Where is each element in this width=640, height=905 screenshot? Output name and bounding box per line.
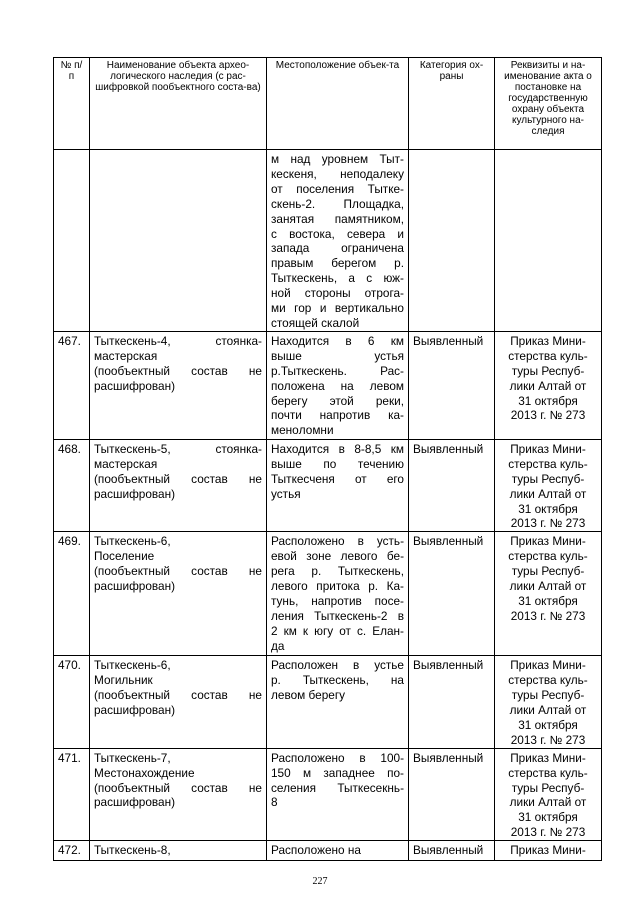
text-line: левом берегу	[271, 688, 346, 703]
text-line: скень-2. Площадка,	[271, 196, 404, 211]
continuation-row	[54, 150, 602, 332]
text-line: Тыткескень-7,	[94, 750, 171, 765]
text-line: 2013 г. № 273	[510, 408, 586, 423]
text-line: 8	[271, 795, 278, 810]
text-line: Расположен в устье	[271, 658, 404, 673]
text-line: тунь, напротив посе-	[271, 593, 404, 608]
text-line: Приказ Мини-	[510, 658, 586, 673]
row-number: 469.	[54, 532, 90, 656]
text-line: Приказ Мини-	[510, 441, 586, 456]
text-line: 31 октября	[518, 717, 578, 732]
text-line: расшифрован)	[94, 579, 176, 594]
text-line: туры Респуб-	[511, 564, 585, 579]
object-location-cell	[267, 532, 409, 656]
text-line: Тыткескень-6,	[94, 658, 171, 673]
text-line: ми гор и вертикально	[271, 301, 404, 316]
protection-act-cell	[495, 841, 602, 861]
text-line: лики Алтай от	[509, 378, 587, 393]
text-line: лики Алтай от	[509, 703, 587, 718]
text-line: стерства куль-	[508, 765, 588, 780]
text-line: берегу этой реки,	[271, 393, 404, 408]
table-row	[54, 439, 602, 531]
text-line: Тыткескень-8,	[94, 843, 171, 858]
text-line: запада ограничена	[271, 241, 404, 256]
text-line: туры Респуб-	[511, 780, 585, 795]
text-line: 31 октября	[518, 393, 578, 408]
text-line: р.Тыткескень. Рас-	[271, 363, 404, 378]
text-line: туры Респуб-	[511, 688, 585, 703]
text-line: (пообъектный состав не	[94, 688, 262, 703]
row-number: 471.	[54, 748, 90, 840]
row-number: 467.	[54, 331, 90, 439]
text-line: стерства куль-	[508, 348, 588, 363]
table-row	[54, 532, 602, 656]
object-location-cell	[267, 439, 409, 531]
protection-act-cell	[495, 532, 602, 656]
text-line: Тыткескень-6,	[94, 534, 171, 549]
header-num: № п/п	[54, 58, 90, 150]
continuation-location-cell	[267, 150, 409, 332]
text-line: расшифрован)	[94, 795, 176, 810]
continuation-category-cell	[409, 150, 495, 332]
text-line: правым берегом р.	[271, 256, 404, 271]
text-line: лики Алтай от	[509, 486, 587, 501]
continuation-name-cell	[90, 150, 267, 332]
text-line: стоящей скалой	[271, 315, 360, 330]
text-line: кескеня, неподалеку	[271, 166, 404, 181]
text-line: Тыткескень-5, стоянка-	[94, 441, 262, 456]
text-line: стерства куль-	[508, 456, 588, 471]
page-number: 227	[312, 876, 328, 887]
text-line: Поселение	[94, 549, 155, 564]
text-line: Местонахождение	[94, 765, 195, 780]
text-line: Расположено на	[271, 843, 361, 858]
object-location-cell	[267, 748, 409, 840]
text-line: положена на левом	[271, 378, 404, 393]
text-line: Приказ Мини-	[510, 750, 586, 765]
protection-act-cell	[495, 439, 602, 531]
text-line: (пообъектный состав не	[94, 564, 262, 579]
text-line: туры Респуб-	[511, 471, 585, 486]
text-line: (пообъектный состав не	[94, 363, 262, 378]
text-line: 2013 г. № 273	[510, 732, 586, 747]
text-line: Расположено в усть-	[271, 534, 404, 549]
text-line: занятая памятником,	[271, 211, 404, 226]
text-line: м над уровнем Тыт-	[271, 152, 404, 166]
table-body	[54, 150, 602, 861]
object-location-cell	[267, 656, 409, 748]
text-line: от поселения Тытке-	[271, 181, 404, 196]
object-name-cell	[90, 331, 267, 439]
text-line: с востока, севера и	[271, 226, 404, 241]
object-name-cell	[90, 532, 267, 656]
table-row	[54, 656, 602, 748]
text-line: Расположено в 100-	[271, 750, 404, 765]
text-line: расшифрован)	[94, 378, 176, 393]
protection-act-cell	[495, 656, 602, 748]
protection-act-cell	[495, 331, 602, 439]
text-line: стерства куль-	[508, 673, 588, 688]
continuation-num-cell	[54, 150, 90, 332]
text-line: Находится в 8-8,5 км	[271, 441, 404, 456]
protection-category: Выявленный	[409, 841, 495, 861]
row-number: 472.	[54, 841, 90, 861]
text-line: левого притока р. Ка-	[271, 579, 404, 594]
text-line: Находится в 6 км	[271, 333, 404, 348]
text-line: 150 м западнее по-	[271, 765, 404, 780]
object-location-cell	[267, 841, 409, 861]
text-line: лики Алтай от	[509, 579, 587, 594]
text-line: 2 км к югу от с. Елан-	[271, 623, 404, 638]
text-line: Могильник	[94, 673, 153, 688]
text-line: ления Тыткескень-2 в	[271, 608, 404, 623]
object-name-cell	[90, 748, 267, 840]
text-line: (пообъектный состав не	[94, 780, 262, 795]
text-line: расшифрован)	[94, 703, 176, 718]
text-line: лики Алтай от	[509, 795, 587, 810]
header-location: Местоположение объек-та	[267, 58, 409, 150]
text-line: почти напротив ка-	[271, 408, 404, 423]
object-name-cell	[90, 439, 267, 531]
row-number: 470.	[54, 656, 90, 748]
header-name: Наименование объекта архео-логического наследия (с рас-шифровкой пообъектного соста-ва)	[90, 58, 267, 150]
protection-category: Выявленный	[409, 331, 495, 439]
text-line: 31 октября	[518, 593, 578, 608]
continuation-act-cell	[495, 150, 602, 332]
text-line: 2013 г. № 273	[510, 516, 586, 531]
table-header-row	[54, 58, 602, 150]
text-line: Тыткескень, а с юж-	[271, 271, 404, 286]
table-row	[54, 748, 602, 840]
object-location-cell	[267, 331, 409, 439]
text-line: мастерская	[94, 456, 158, 471]
text-line: мастерская	[94, 348, 158, 363]
text-line: 2013 г. № 273	[510, 608, 586, 623]
text-line: рега р. Тыткескень,	[271, 564, 404, 579]
header-act: Реквизиты и на-именование акта о постановке на государственную охрану объекта культурного на-следия	[495, 58, 602, 150]
protection-category: Выявленный	[409, 748, 495, 840]
text-line: ной стороны отрога-	[271, 286, 404, 301]
header-category: Категория ох-раны	[409, 58, 495, 150]
row-number: 468.	[54, 439, 90, 531]
text-line: устья	[271, 486, 301, 501]
text-line: 2013 г. № 273	[510, 825, 586, 840]
text-line: евой зоне левого бе-	[271, 549, 404, 564]
text-line: расшифрован)	[94, 486, 176, 501]
text-line: Приказ Мини-	[510, 843, 586, 858]
heritage-registry-table	[53, 57, 602, 861]
object-name-cell	[90, 656, 267, 748]
text-line: Приказ Мини-	[510, 534, 586, 549]
text-line: выше по течению	[271, 456, 404, 471]
text-line: выше устья	[271, 348, 404, 363]
table-row	[54, 331, 602, 439]
text-line: Тыткесченя от его	[271, 471, 404, 486]
text-line: стерства куль-	[508, 549, 588, 564]
text-line: да	[271, 638, 285, 653]
text-line: 31 октября	[518, 810, 578, 825]
text-line: (пообъектный состав не	[94, 471, 262, 486]
table-row	[54, 841, 602, 861]
protection-category: Выявленный	[409, 439, 495, 531]
text-line: Приказ Мини-	[510, 333, 586, 348]
text-line: Тыткескень-4, стоянка-	[94, 333, 262, 348]
protection-category: Выявленный	[409, 656, 495, 748]
protection-act-cell	[495, 748, 602, 840]
text-line: р. Тыткескень, на	[271, 673, 404, 688]
object-name-cell	[90, 841, 267, 861]
text-line: менoломни	[271, 423, 334, 438]
text-line: туры Респуб-	[511, 363, 585, 378]
text-line: 31 октября	[518, 501, 578, 516]
protection-category: Выявленный	[409, 532, 495, 656]
text-line: селения Тыткесекнь-	[271, 780, 404, 795]
